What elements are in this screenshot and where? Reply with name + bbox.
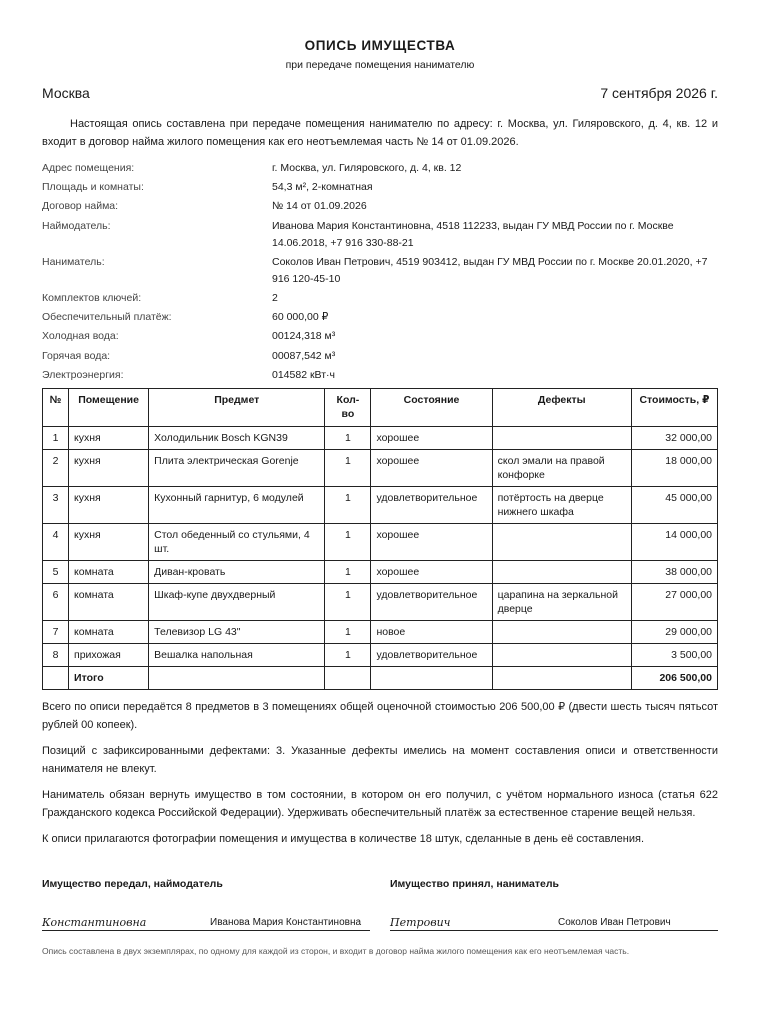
cell-room: кухня [69,449,149,486]
cell-number: 5 [43,560,69,583]
column-header-qty: Кол-во [325,388,371,426]
landlord-signature-block [42,878,370,931]
table-total-row [43,666,718,689]
table-row [43,449,718,486]
cell-number: 4 [43,523,69,560]
inventory-table [42,388,718,690]
tenant-signature-line [390,904,718,931]
tenant-signature-heading: Имущество принял, наниматель [390,877,559,890]
field-electricity [42,367,718,384]
landlord-signature-line [42,904,370,931]
tenant-handwritten-signature: Петрович [390,915,451,929]
cell-cost: 27 000,00 [631,583,717,620]
tenant-name: Соколов Иван Петрович [558,916,671,928]
field-value: Соколов Иван Петрович, 4519 903412, выдан ГУ МВД России по г. Москве 20.01.2020, +7 916 120-45-10 [272,255,708,285]
total-value: 206 500,00 [631,666,717,689]
table-row [43,643,718,666]
landlord-signature-heading: Имущество передал, наймодатель [42,877,223,890]
cell-room: кухня [69,486,149,523]
cell-number: 6 [43,583,69,620]
column-header-state: Состояние [371,388,492,426]
field-label: Адрес помещения: [42,162,135,174]
field-value: 00124,318 м³ [272,330,336,343]
cell-room: прихожая [69,643,149,666]
cell-number: 8 [43,643,69,666]
details-list [42,160,718,384]
intro-paragraph: Настоящая опись составлена при передаче помещения нанимателю по адресу: г. Москва, ул. Гиляровского, д. 4, кв. 12 и входит в договор найма жилого помещения как его неотъемлемая часть № 14 от 01.09.2026. [42,118,718,148]
cell-defects: скол эмали на правой конфорке [492,449,631,486]
field-label: Холодная вода: [42,330,119,343]
cell-empty [149,666,325,689]
column-header-room: Помещение [69,388,149,426]
cell-item: Диван-кровать [149,560,325,583]
field-area [42,179,718,196]
cell-state: хорошее [371,426,492,449]
field-tenant [42,254,718,288]
field-value: 00087,542 м³ [272,349,336,362]
cell-item: Плита электрическая Gorenje [149,449,325,486]
document-title: ОПИСЬ ИМУЩЕСТВА [304,38,456,53]
landlord-name: Иванова Мария Константиновна [210,916,362,928]
cell-qty: 1 [325,426,371,449]
field-label: Электроэнергия: [42,368,124,381]
field-value: № 14 от 01.09.2026 [272,200,367,213]
field-label: Наниматель: [42,255,105,268]
table-row [43,560,718,583]
table-row [43,583,718,620]
cell-cost: 14 000,00 [631,523,717,560]
cell-qty: 1 [325,620,371,643]
cell-item: Вешалка напольная [149,643,325,666]
total-label: Итого [69,666,149,689]
field-label: Горячая вода: [42,349,111,362]
cell-item: Стол обеденный со стульями, 4 шт. [149,523,325,560]
cell-qty: 1 [325,449,371,486]
cell-number: 1 [43,426,69,449]
cell-defects [492,620,631,643]
cell-item: Холодильник Bosch KGN39 [149,426,325,449]
cell-qty: 1 [325,643,371,666]
cell-room: комната [69,560,149,583]
field-label: Площадь и комнаты: [42,181,144,194]
cell-state: новое [371,620,492,643]
cell-state: хорошее [371,560,492,583]
field-value: 54,3 м², 2-комнатная [272,181,373,194]
cell-state: удовлетворительное [371,486,492,523]
table-header-row [43,388,718,426]
summary-paragraph: Всего по описи передаётся 8 предметов в 3 помещениях общей оценочной стоимостью 206 500,00 ₽ (двести шесть тысяч пятьсот рублей 00 копеек). [42,700,718,731]
cell-room: кухня [69,426,149,449]
cell-room: кухня [69,523,149,560]
city-date-row [42,85,718,101]
document-date: 7 сентября 2026 г. [600,85,718,101]
field-value: Иванова Мария Константиновна, 4518 112233, выдан ГУ МВД России по г. Москве 14.06.2018, +7 916 330-88-21 [272,219,674,249]
table-row [43,426,718,449]
field-hot-water [42,348,718,365]
cell-qty: 1 [325,523,371,560]
cell-cost: 38 000,00 [631,560,717,583]
cell-item: Телевизор LG 43" [149,620,325,643]
cell-empty [492,666,631,689]
tenant-signature-block [390,878,718,931]
table-row [43,486,718,523]
cell-state: удовлетворительное [371,643,492,666]
table-row [43,620,718,643]
cell-empty [43,666,69,689]
column-header-number: № [43,388,69,426]
photos-paragraph: К описи прилагаются фотографии помещения и имущества в количестве 18 штук, сделанные в день её составления. [42,832,645,845]
cell-state: хорошее [371,523,492,560]
landlord-handwritten-signature: Константиновна [42,915,147,929]
cell-state: хорошее [371,449,492,486]
cell-room: комната [69,583,149,620]
cell-cost: 45 000,00 [631,486,717,523]
column-header-cost: Стоимость, ₽ [631,388,717,426]
cell-defects [492,426,631,449]
obligation-paragraph: Наниматель обязан вернуть имущество в том состоянии, в котором он его получил, с учётом нормального износа (статья 622 Гражданского кодекса Российской Федерации). Удерживать обеспечительный платёж за естественное старение вещей нельзя. [42,788,718,819]
cell-defects: потёртость на дверце нижнего шкафа [492,486,631,523]
cell-defects [492,560,631,583]
cell-defects [492,523,631,560]
cell-item: Шкаф-купе двухдверный [149,583,325,620]
cell-empty [325,666,371,689]
field-label: Обеспечительный платёж: [42,311,172,324]
cell-qty: 1 [325,560,371,583]
cell-item: Кухонный гарнитур, 6 модулей [149,486,325,523]
field-label: Договор найма: [42,200,119,213]
field-value: г. Москва, ул. Гиляровского, д. 4, кв. 12 [272,162,462,174]
field-label: Комплектов ключей: [42,291,142,304]
cell-defects [492,643,631,666]
cell-state: удовлетворительное [371,583,492,620]
cell-number: 2 [43,449,69,486]
table-row [43,523,718,560]
cell-defects: царапина на зеркальной дверце [492,583,631,620]
cell-number: 7 [43,620,69,643]
city: Москва [42,85,90,101]
field-contract [42,198,718,215]
defects-paragraph: Позиций с зафиксированными дефектами: 3. Указанные дефекты имелись на момент составления описи и ответственности нанимателя не влекут. [42,744,718,775]
footnote: Опись составлена в двух экземплярах, по одному для каждой из сторон, и входит в договор найма жилого помещения как его неотъемлемая часть. [42,945,630,956]
cell-qty: 1 [325,583,371,620]
cell-cost: 18 000,00 [631,449,717,486]
field-value: 2 [272,291,278,304]
cell-qty: 1 [325,486,371,523]
field-label: Наймодатель: [42,219,111,232]
document-page [42,0,718,958]
field-landlord [42,218,718,252]
signatures-block [42,878,718,931]
field-keys [42,290,718,307]
cell-cost: 29 000,00 [631,620,717,643]
cell-number: 3 [43,486,69,523]
cell-cost: 32 000,00 [631,426,717,449]
cell-room: комната [69,620,149,643]
column-header-defects: Дефекты [492,388,631,426]
cell-cost: 3 500,00 [631,643,717,666]
field-address [42,160,718,177]
cell-empty [371,666,492,689]
document-subtitle: при передаче помещения нанимателю [285,59,475,71]
field-value: 60 000,00 ₽ [272,311,329,324]
column-header-item: Предмет [149,388,325,426]
field-value: 014582 кВт·ч [272,368,335,381]
field-cold-water [42,328,718,345]
field-deposit [42,309,718,326]
